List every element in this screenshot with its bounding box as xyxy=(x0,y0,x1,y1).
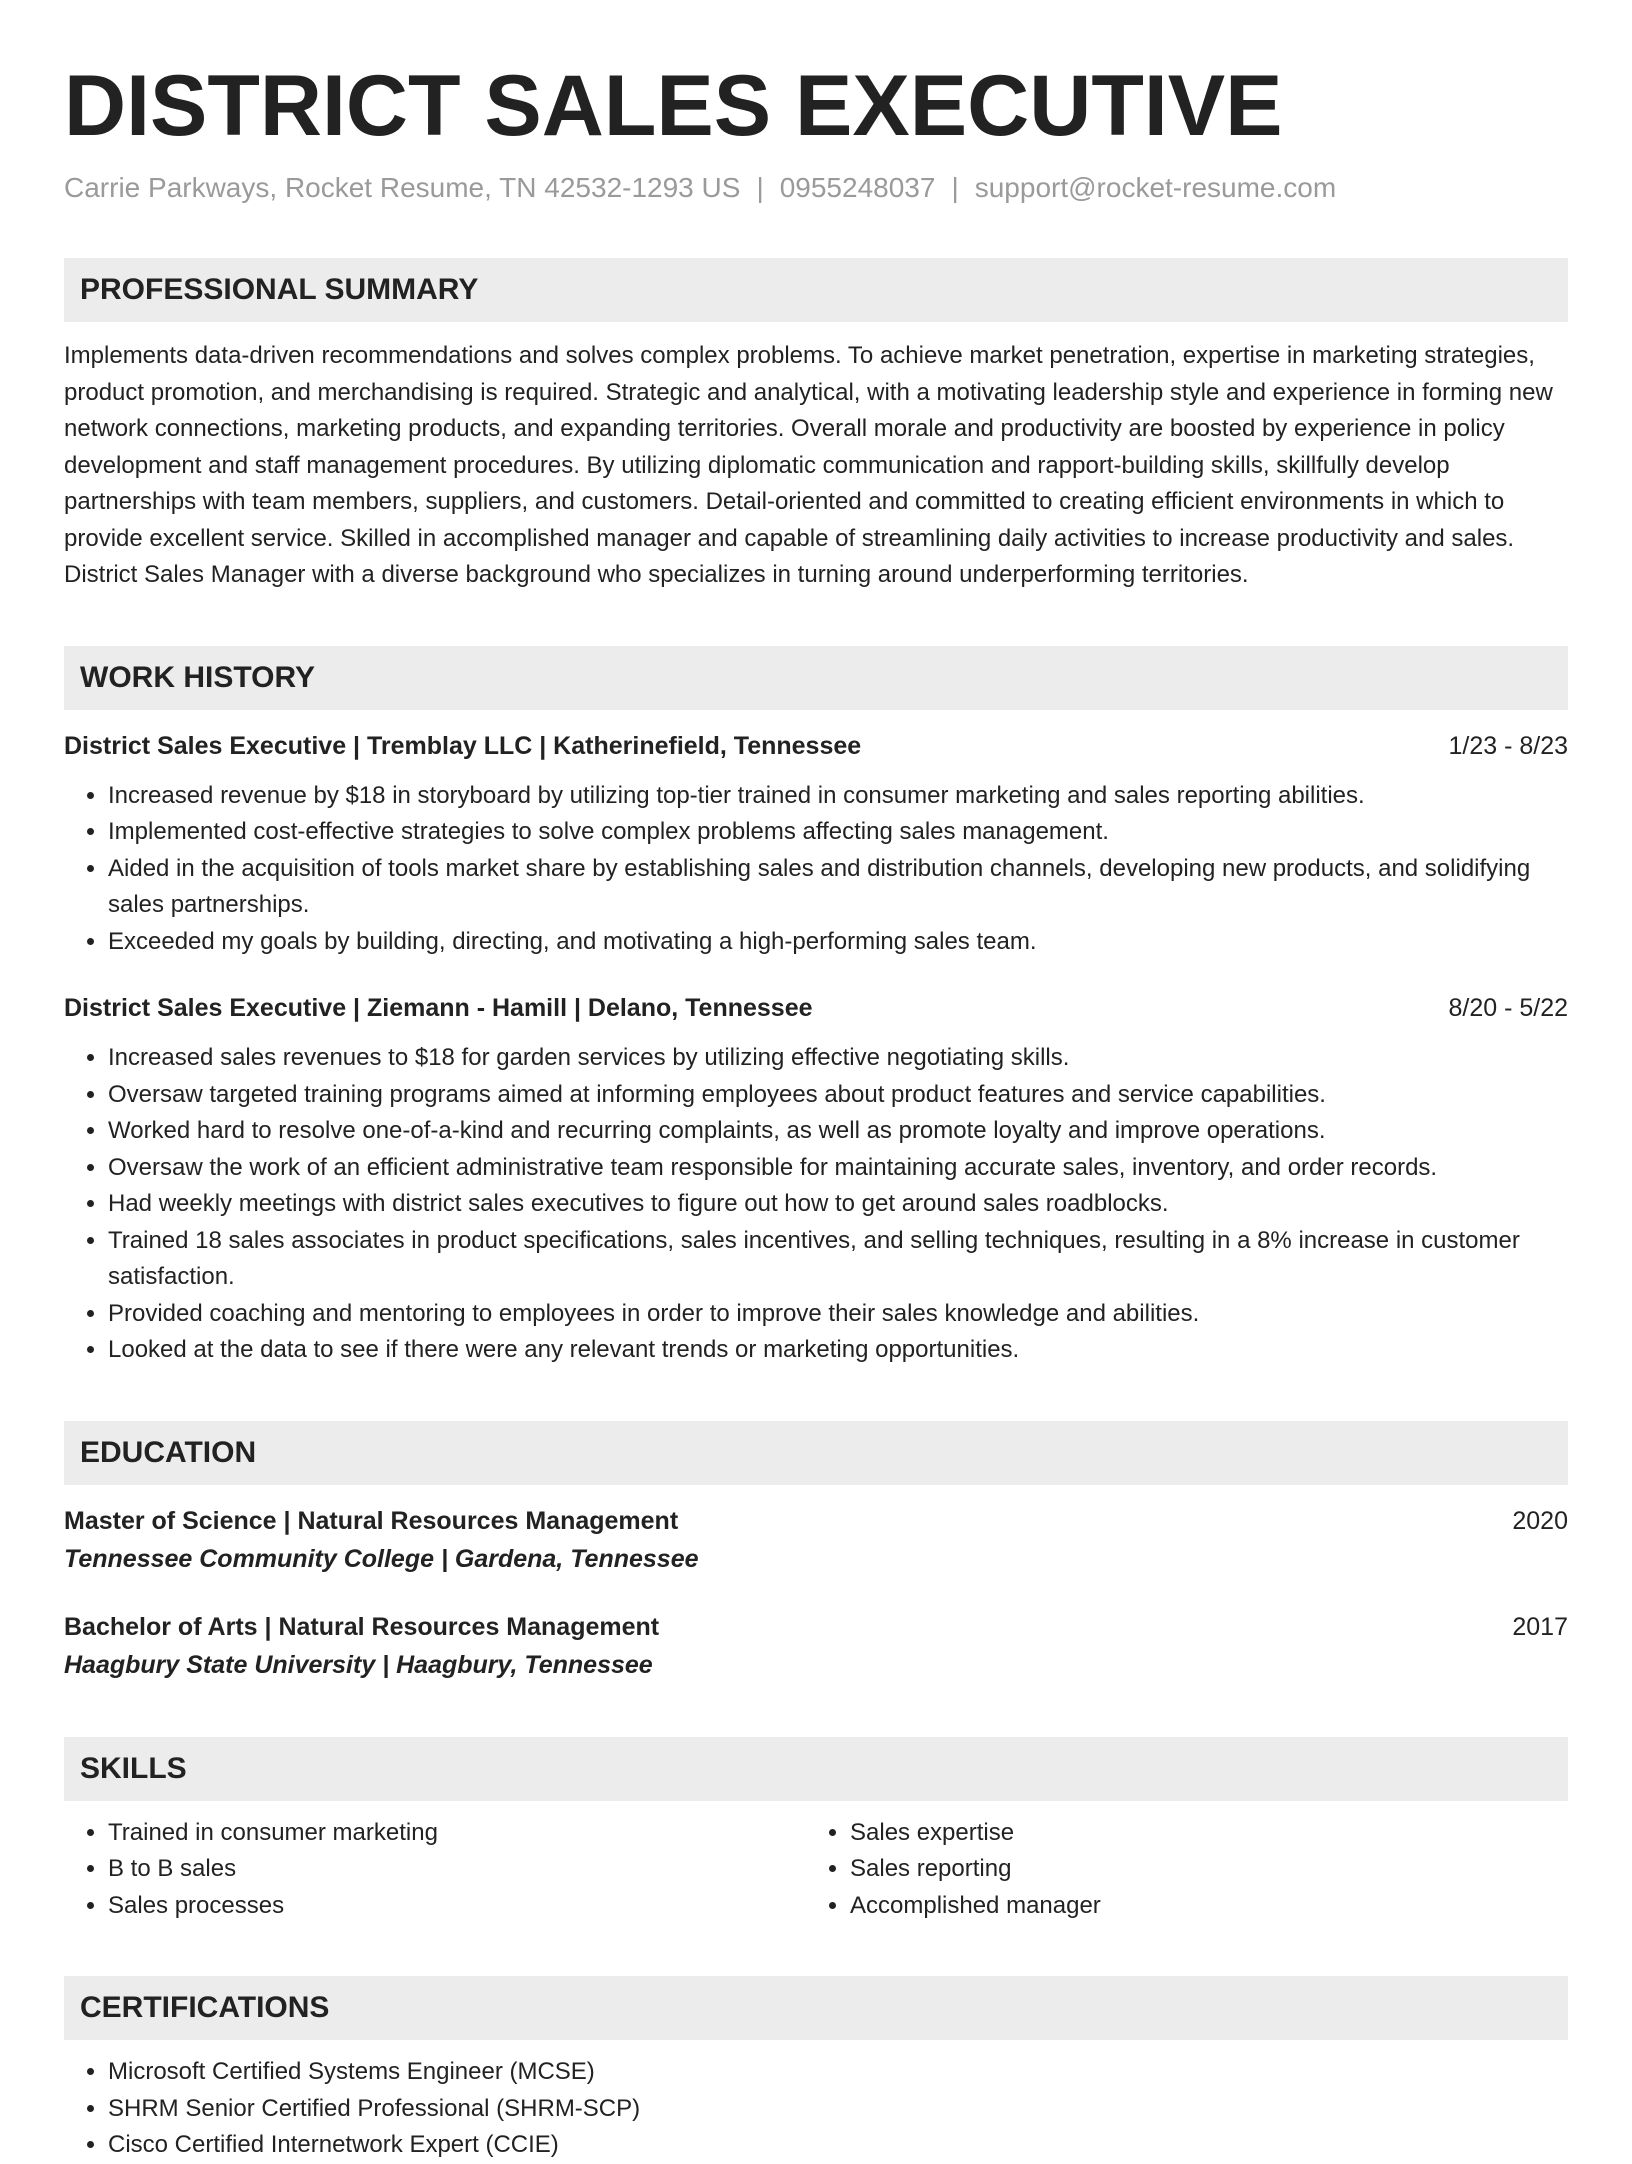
contact-email: support@rocket-resume.com xyxy=(974,172,1337,203)
skills-column-right xyxy=(806,1815,1566,1925)
contact-address: Carrie Parkways, Rocket Resume, TN 42532-1293 US xyxy=(64,172,741,203)
job-bullet: • Looked at the data to see if there were any relevant trends or marketing opportunities. xyxy=(108,1332,1568,1369)
education-entry xyxy=(64,1609,1568,1685)
job-bullet: • Provided coaching and mentoring to employees in order to improve their sales knowledge and abilities. xyxy=(108,1296,1568,1333)
skill-item: • Sales expertise xyxy=(850,1815,1566,1852)
job-bullet: • Trained 18 sales associates in product specifications, sales incentives, and selling techniques, resulting in a 8% increase in customer satisfaction. xyxy=(108,1223,1568,1296)
job-bullets xyxy=(64,1040,1568,1369)
resume-title: DISTRICT SALES EXECUTIVE xyxy=(64,58,1283,154)
contact-separator: | xyxy=(756,172,764,203)
certification-item: • Cisco Certified Internetwork Expert (CCIE) xyxy=(108,2127,1568,2164)
education-degree: Master of Science | Natural Resources Management xyxy=(64,1506,679,1535)
education-year: 2017 xyxy=(1512,1612,1568,1641)
education-degree: Bachelor of Arts | Natural Resources Management xyxy=(64,1612,660,1641)
education-year: 2020 xyxy=(1512,1506,1568,1535)
job-entry xyxy=(64,990,1568,1369)
job-bullet: • Increased revenue by $18 in storyboard by utilizing top-tier trained in consumer marketing and sales reporting abilities. xyxy=(108,778,1568,815)
education-header xyxy=(64,1503,1568,1539)
certification-item: • SHRM Senior Certified Professional (SHRM-SCP) xyxy=(108,2091,1568,2128)
job-bullet: • Had weekly meetings with district sales executives to figure out how to get around sales roadblocks. xyxy=(108,1186,1568,1223)
job-header xyxy=(64,728,1568,764)
section-header-certifications: CERTIFICATIONS xyxy=(64,1976,1568,2040)
section-header-work-history: WORK HISTORY xyxy=(64,646,1568,710)
job-bullet: • Exceeded my goals by building, directing, and motivating a high-performing sales team. xyxy=(108,924,1568,961)
education-entry xyxy=(64,1503,1568,1579)
job-title: District Sales Executive | Tremblay LLC | Katherinefield, Tennessee xyxy=(64,731,862,760)
contact-line xyxy=(64,170,1568,206)
job-dates: 1/23 - 8/23 xyxy=(1448,731,1568,760)
job-bullet: • Oversaw the work of an efficient administrative team responsible for maintaining accurate sales, inventory, and order records. xyxy=(108,1150,1568,1187)
section-header-education: EDUCATION xyxy=(64,1421,1568,1485)
job-entry xyxy=(64,728,1568,961)
job-title: District Sales Executive | Ziemann - Hamill | Delano, Tennessee xyxy=(64,994,813,1022)
skill-item: • B to B sales xyxy=(108,1851,806,1888)
skills-list xyxy=(64,1815,1568,1925)
skill-item: • Sales reporting xyxy=(850,1851,1566,1888)
skill-item: • Trained in consumer marketing xyxy=(108,1815,806,1852)
job-bullet: • Worked hard to resolve one-of-a-kind and recurring complaints, as well as promote loyalty and improve operations. xyxy=(108,1113,1568,1150)
section-header-skills: SKILLS xyxy=(64,1737,1568,1801)
education-header xyxy=(64,1609,1568,1645)
job-bullet: • Implemented cost-effective strategies to solve complex problems affecting sales management. xyxy=(108,814,1568,851)
skill-item: • Sales processes xyxy=(108,1888,806,1925)
certification-item: • Microsoft Certified Systems Engineer (MCSE) xyxy=(108,2054,1568,2091)
certifications-list xyxy=(64,2054,1568,2164)
skills-column-left xyxy=(64,1815,806,1925)
job-bullet: • Aided in the acquisition of tools market share by establishing sales and distribution channels, developing new products, and solidifying sales partnerships. xyxy=(108,851,1568,924)
job-dates: 8/20 - 5/22 xyxy=(1448,994,1568,1022)
education-school: Haagbury State University | Haagbury, Tennessee xyxy=(64,1650,653,1679)
section-header-summary: PROFESSIONAL SUMMARY xyxy=(64,258,1568,322)
education-school: Tennessee Community College | Gardena, Tennessee xyxy=(64,1544,699,1573)
job-bullet: • Increased sales revenues to $18 for garden services by utilizing effective negotiating skills. xyxy=(108,1040,1568,1077)
skill-item: • Accomplished manager xyxy=(850,1888,1566,1925)
contact-separator: | xyxy=(951,172,959,203)
contact-phone: 0955248037 xyxy=(779,172,936,203)
job-bullets xyxy=(64,778,1568,961)
summary-text: Implements data-driven recommendations and solves complex problems. To achieve market penetration, expertise in marketing strategies, product promotion, and merchandising is required. Strategic and analytical, with a motivating leadership style and experience in forming new network connections, marketing products, and expanding territories. Overall morale and productivity are boosted by experience in policy development and staff management procedures. By utilizing diplomatic communication and rapport-building skills, skillfully develop partnerships with team members, suppliers, and customers. Detail-oriented and committed to creating efficient environments in which to provide excellent service. Skilled in accomplished manager and capable of streamlining daily activities to increase productivity and sales. District Sales Manager with a diverse background who specializes in turning around underperforming territories. xyxy=(64,342,1553,588)
job-header xyxy=(64,990,1568,1026)
job-bullet: • Oversaw targeted training programs aimed at informing employees about product features and service capabilities. xyxy=(108,1077,1568,1114)
